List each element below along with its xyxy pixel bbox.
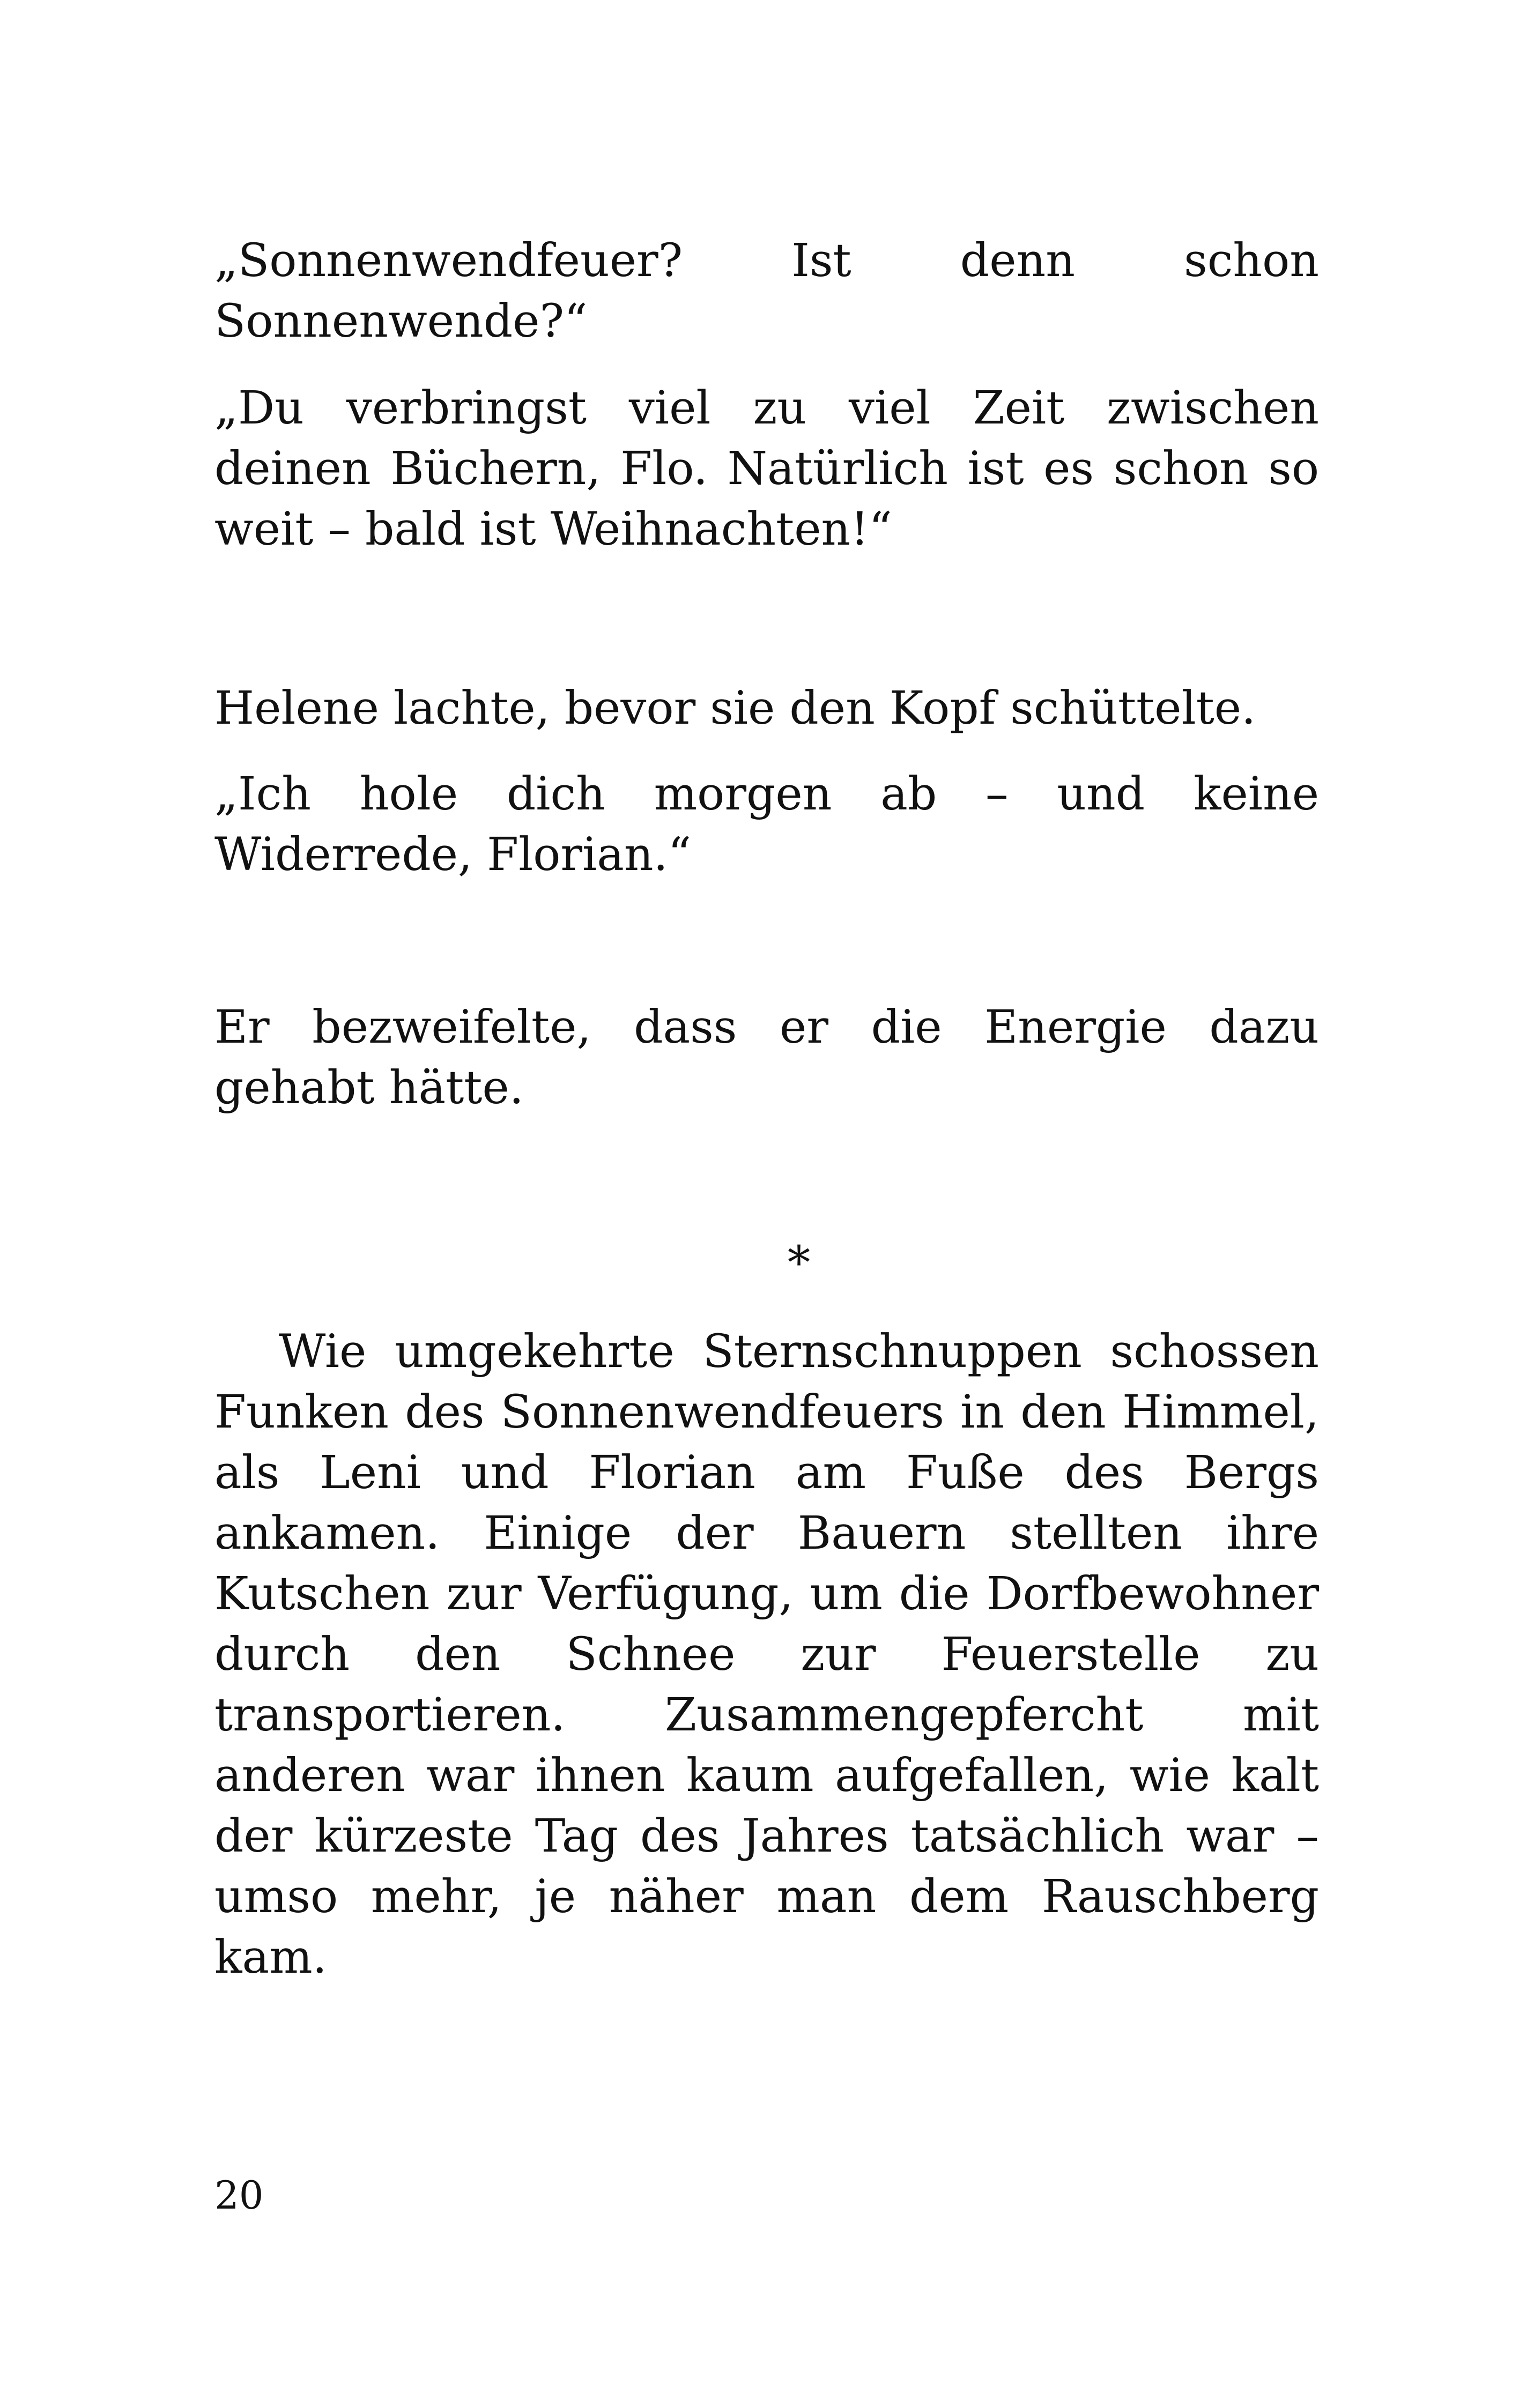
- paragraph-dialogue-2: „Du verbringst viel zu viel Zeit zwischen deinen Büchern, Flo. Natürlich ist es schon so weit – bald ist Weihnachten!“: [214, 382, 1319, 556]
- paragraph-narration-1: Helene lachte, bevor sie den Kopf schüttelte.: [214, 682, 1256, 735]
- page-number: 20: [214, 2173, 264, 2218]
- paragraph-narration-2: Er bezweifelte, dass er die Energie dazu gehabt hätte.: [214, 1001, 1319, 1114]
- paragraph-dialogue-1: „Sonnenwendfeuer? Ist denn schon Sonnenwende?“: [214, 234, 1319, 348]
- paragraph-dialogue-3: „Ich hole dich morgen ab – und keine Widerrede, Florian.“: [214, 768, 1319, 881]
- section-break-asterisk: *: [787, 1237, 811, 1290]
- paragraph-narration-3: Wie umgekehrte Sternschnuppen schossen Funken des Sonnenwendfeuers in den Himmel, als Leni und Florian am Fuße des Bergs ankamen. Einige der Bauern stellten ihre Kutschen zur Verfügung, um die Dorfbewohner durch den Schnee zur Feuerstelle zu transportieren. Zusammengepfercht mit anderen war ihnen kaum aufgefallen, wie kalt der kürzeste Tag des Jahres tatsächlich war – umso mehr, je näher man dem Rauschberg kam.: [214, 1325, 1319, 1984]
